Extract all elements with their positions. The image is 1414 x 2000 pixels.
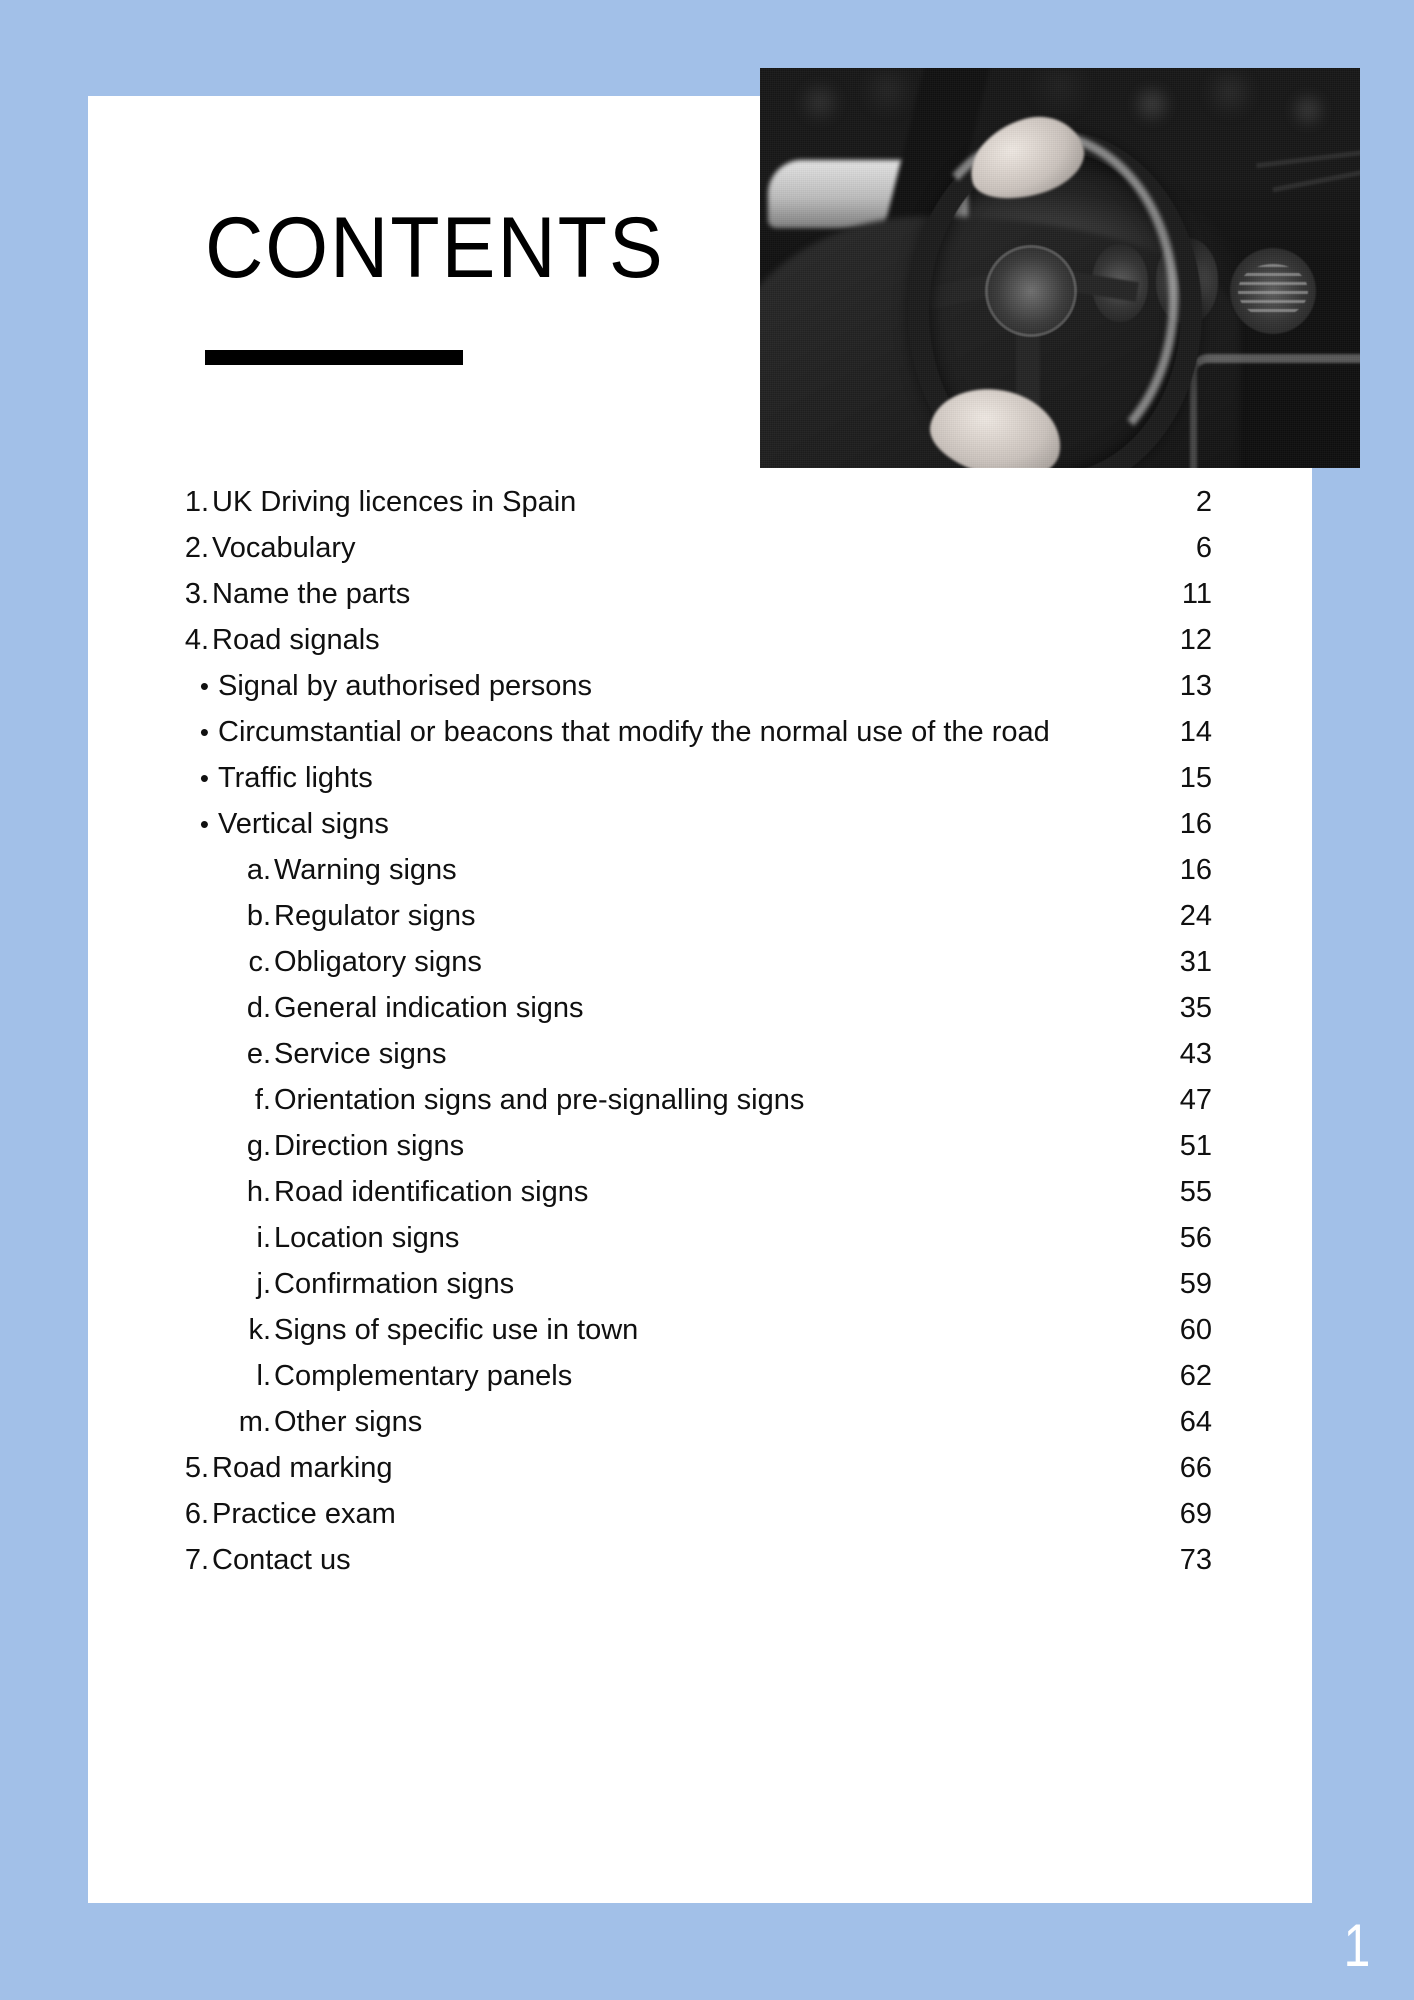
toc-entry-label: Complementary panels bbox=[274, 1360, 573, 1392]
toc-entry-page-number: 62 bbox=[1179, 1360, 1212, 1392]
toc-entry-label: Orientation signs and pre-signalling signs bbox=[274, 1084, 805, 1116]
toc-entry[interactable] bbox=[88, 808, 1212, 854]
hero-photo-steering-wheel bbox=[760, 68, 1360, 468]
toc-entry-label: Vertical signs bbox=[218, 808, 389, 840]
toc-entry-page-number: 66 bbox=[1179, 1452, 1212, 1484]
toc-entry-page-number: 43 bbox=[1179, 1038, 1212, 1070]
toc-entry-page-number: 56 bbox=[1179, 1222, 1212, 1254]
toc-entry-marker: i. bbox=[256, 1222, 271, 1254]
toc-entry[interactable] bbox=[88, 1084, 1212, 1130]
toc-entry-page-number: 13 bbox=[1179, 670, 1212, 702]
toc-entry-label: Service signs bbox=[274, 1038, 447, 1070]
photo-door-trim bbox=[1190, 354, 1360, 468]
toc-entry[interactable] bbox=[88, 1314, 1212, 1360]
toc-entry-marker: l. bbox=[256, 1360, 271, 1392]
toc-entry-page-number: 11 bbox=[1181, 578, 1212, 610]
toc-entry-label: Direction signs bbox=[274, 1130, 465, 1162]
photo-air-vent-slats bbox=[1238, 264, 1308, 318]
toc-entry[interactable] bbox=[88, 1406, 1212, 1452]
toc-entry-marker: e. bbox=[246, 1038, 271, 1070]
toc-entry[interactable] bbox=[88, 1176, 1212, 1222]
toc-entry[interactable] bbox=[88, 900, 1212, 946]
toc-entry-marker: 5. bbox=[184, 1452, 209, 1484]
toc-entry-label: General indication signs bbox=[274, 992, 584, 1024]
bullet-icon: • bbox=[199, 809, 209, 839]
toc-entry-marker: a. bbox=[246, 854, 271, 886]
toc-entry-page-number: 69 bbox=[1179, 1498, 1212, 1530]
toc-entry-label: Traffic lights bbox=[218, 762, 373, 794]
title-underline-rule bbox=[205, 350, 463, 365]
toc-entry-label: Practice exam bbox=[212, 1498, 396, 1530]
toc-entry[interactable] bbox=[88, 1360, 1212, 1406]
toc-entry-marker: c. bbox=[248, 946, 271, 978]
toc-entry-label: Road identification signs bbox=[274, 1176, 589, 1208]
toc-entry[interactable] bbox=[88, 1222, 1212, 1268]
toc-entry-label: Signal by authorised persons bbox=[218, 670, 593, 702]
toc-entry[interactable] bbox=[88, 486, 1212, 532]
toc-entry-page-number: 31 bbox=[1179, 946, 1212, 978]
toc-entry[interactable] bbox=[88, 532, 1212, 578]
toc-entry-marker: g. bbox=[246, 1130, 271, 1162]
toc-entry-page-number: 59 bbox=[1179, 1268, 1212, 1300]
toc-entry-page-number: 24 bbox=[1179, 900, 1212, 932]
toc-entry-page-number: 73 bbox=[1179, 1544, 1212, 1576]
toc-entry-page-number: 64 bbox=[1179, 1406, 1212, 1438]
bullet-icon: • bbox=[199, 763, 209, 793]
toc-entry-label: Warning signs bbox=[274, 854, 457, 886]
toc-entry[interactable] bbox=[88, 1544, 1212, 1590]
toc-entry-page-number: 12 bbox=[1179, 624, 1212, 656]
toc-entry[interactable] bbox=[88, 624, 1212, 670]
toc-entry-label: Confirmation signs bbox=[274, 1268, 515, 1300]
toc-entry-label: Obligatory signs bbox=[274, 946, 482, 978]
toc-entry-label: Regulator signs bbox=[274, 900, 476, 932]
toc-entry-marker: h. bbox=[246, 1176, 271, 1208]
toc-entry-page-number: 2 bbox=[1195, 486, 1212, 518]
toc-entry-marker: d. bbox=[246, 992, 271, 1024]
toc-entry-page-number: 16 bbox=[1179, 808, 1212, 840]
toc-entry-marker: j. bbox=[256, 1268, 271, 1300]
toc-entry-page-number: 15 bbox=[1179, 762, 1212, 794]
toc-entry[interactable] bbox=[88, 1038, 1212, 1084]
toc-entry-marker: b. bbox=[246, 900, 271, 932]
toc-entry[interactable] bbox=[88, 854, 1212, 900]
toc-entry[interactable] bbox=[88, 1130, 1212, 1176]
toc-entry-label: Contact us bbox=[212, 1544, 351, 1576]
toc-entry-page-number: 35 bbox=[1179, 992, 1212, 1024]
page-title: CONTENTS bbox=[205, 200, 665, 296]
toc-entry-marker: 6. bbox=[184, 1498, 209, 1530]
toc-entry-label: Circumstantial or beacons that modify the normal use of the road bbox=[218, 716, 1050, 748]
toc-entry[interactable] bbox=[88, 992, 1212, 1038]
page-number-folio: 1 bbox=[1343, 1912, 1370, 1979]
toc-entry-label: UK Driving licences in Spain bbox=[212, 486, 577, 518]
toc-entry[interactable] bbox=[88, 762, 1212, 808]
toc-entry-page-number: 51 bbox=[1179, 1130, 1212, 1162]
toc-entry[interactable] bbox=[88, 946, 1212, 992]
toc-entry-marker: 4. bbox=[184, 624, 209, 656]
toc-entry-label: Other signs bbox=[274, 1406, 423, 1438]
toc-entry-marker: 1. bbox=[184, 486, 209, 518]
toc-entry-page-number: 6 bbox=[1195, 532, 1212, 564]
toc-entry-page-number: 55 bbox=[1179, 1176, 1212, 1208]
toc-entry[interactable] bbox=[88, 1452, 1212, 1498]
toc-entry[interactable] bbox=[88, 716, 1212, 762]
bullet-icon: • bbox=[199, 717, 209, 747]
toc-entry-page-number: 47 bbox=[1179, 1084, 1212, 1116]
toc-entry-label: Road signals bbox=[212, 624, 380, 656]
toc-entry-marker: k. bbox=[248, 1314, 271, 1346]
toc-entry-marker: f. bbox=[254, 1084, 271, 1116]
toc-entry[interactable] bbox=[88, 578, 1212, 624]
toc-entry[interactable] bbox=[88, 1498, 1212, 1544]
toc-entry[interactable] bbox=[88, 670, 1212, 716]
table-of-contents bbox=[88, 486, 1212, 1590]
toc-entry-label: Location signs bbox=[274, 1222, 460, 1254]
toc-entry-marker: 3. bbox=[184, 578, 209, 610]
toc-entry-marker: 7. bbox=[184, 1544, 209, 1576]
bullet-icon: • bbox=[199, 671, 209, 701]
toc-entry-page-number: 16 bbox=[1179, 854, 1212, 886]
toc-entry-page-number: 14 bbox=[1179, 716, 1212, 748]
toc-entry-label: Road marking bbox=[212, 1452, 393, 1484]
toc-entry[interactable] bbox=[88, 1268, 1212, 1314]
toc-entry-marker: m. bbox=[238, 1406, 271, 1438]
toc-entry-marker: 2. bbox=[184, 532, 209, 564]
toc-entry-label: Signs of specific use in town bbox=[274, 1314, 639, 1346]
toc-entry-label: Name the parts bbox=[212, 578, 411, 610]
toc-entry-label: Vocabulary bbox=[212, 532, 356, 564]
toc-entry-page-number: 60 bbox=[1179, 1314, 1212, 1346]
